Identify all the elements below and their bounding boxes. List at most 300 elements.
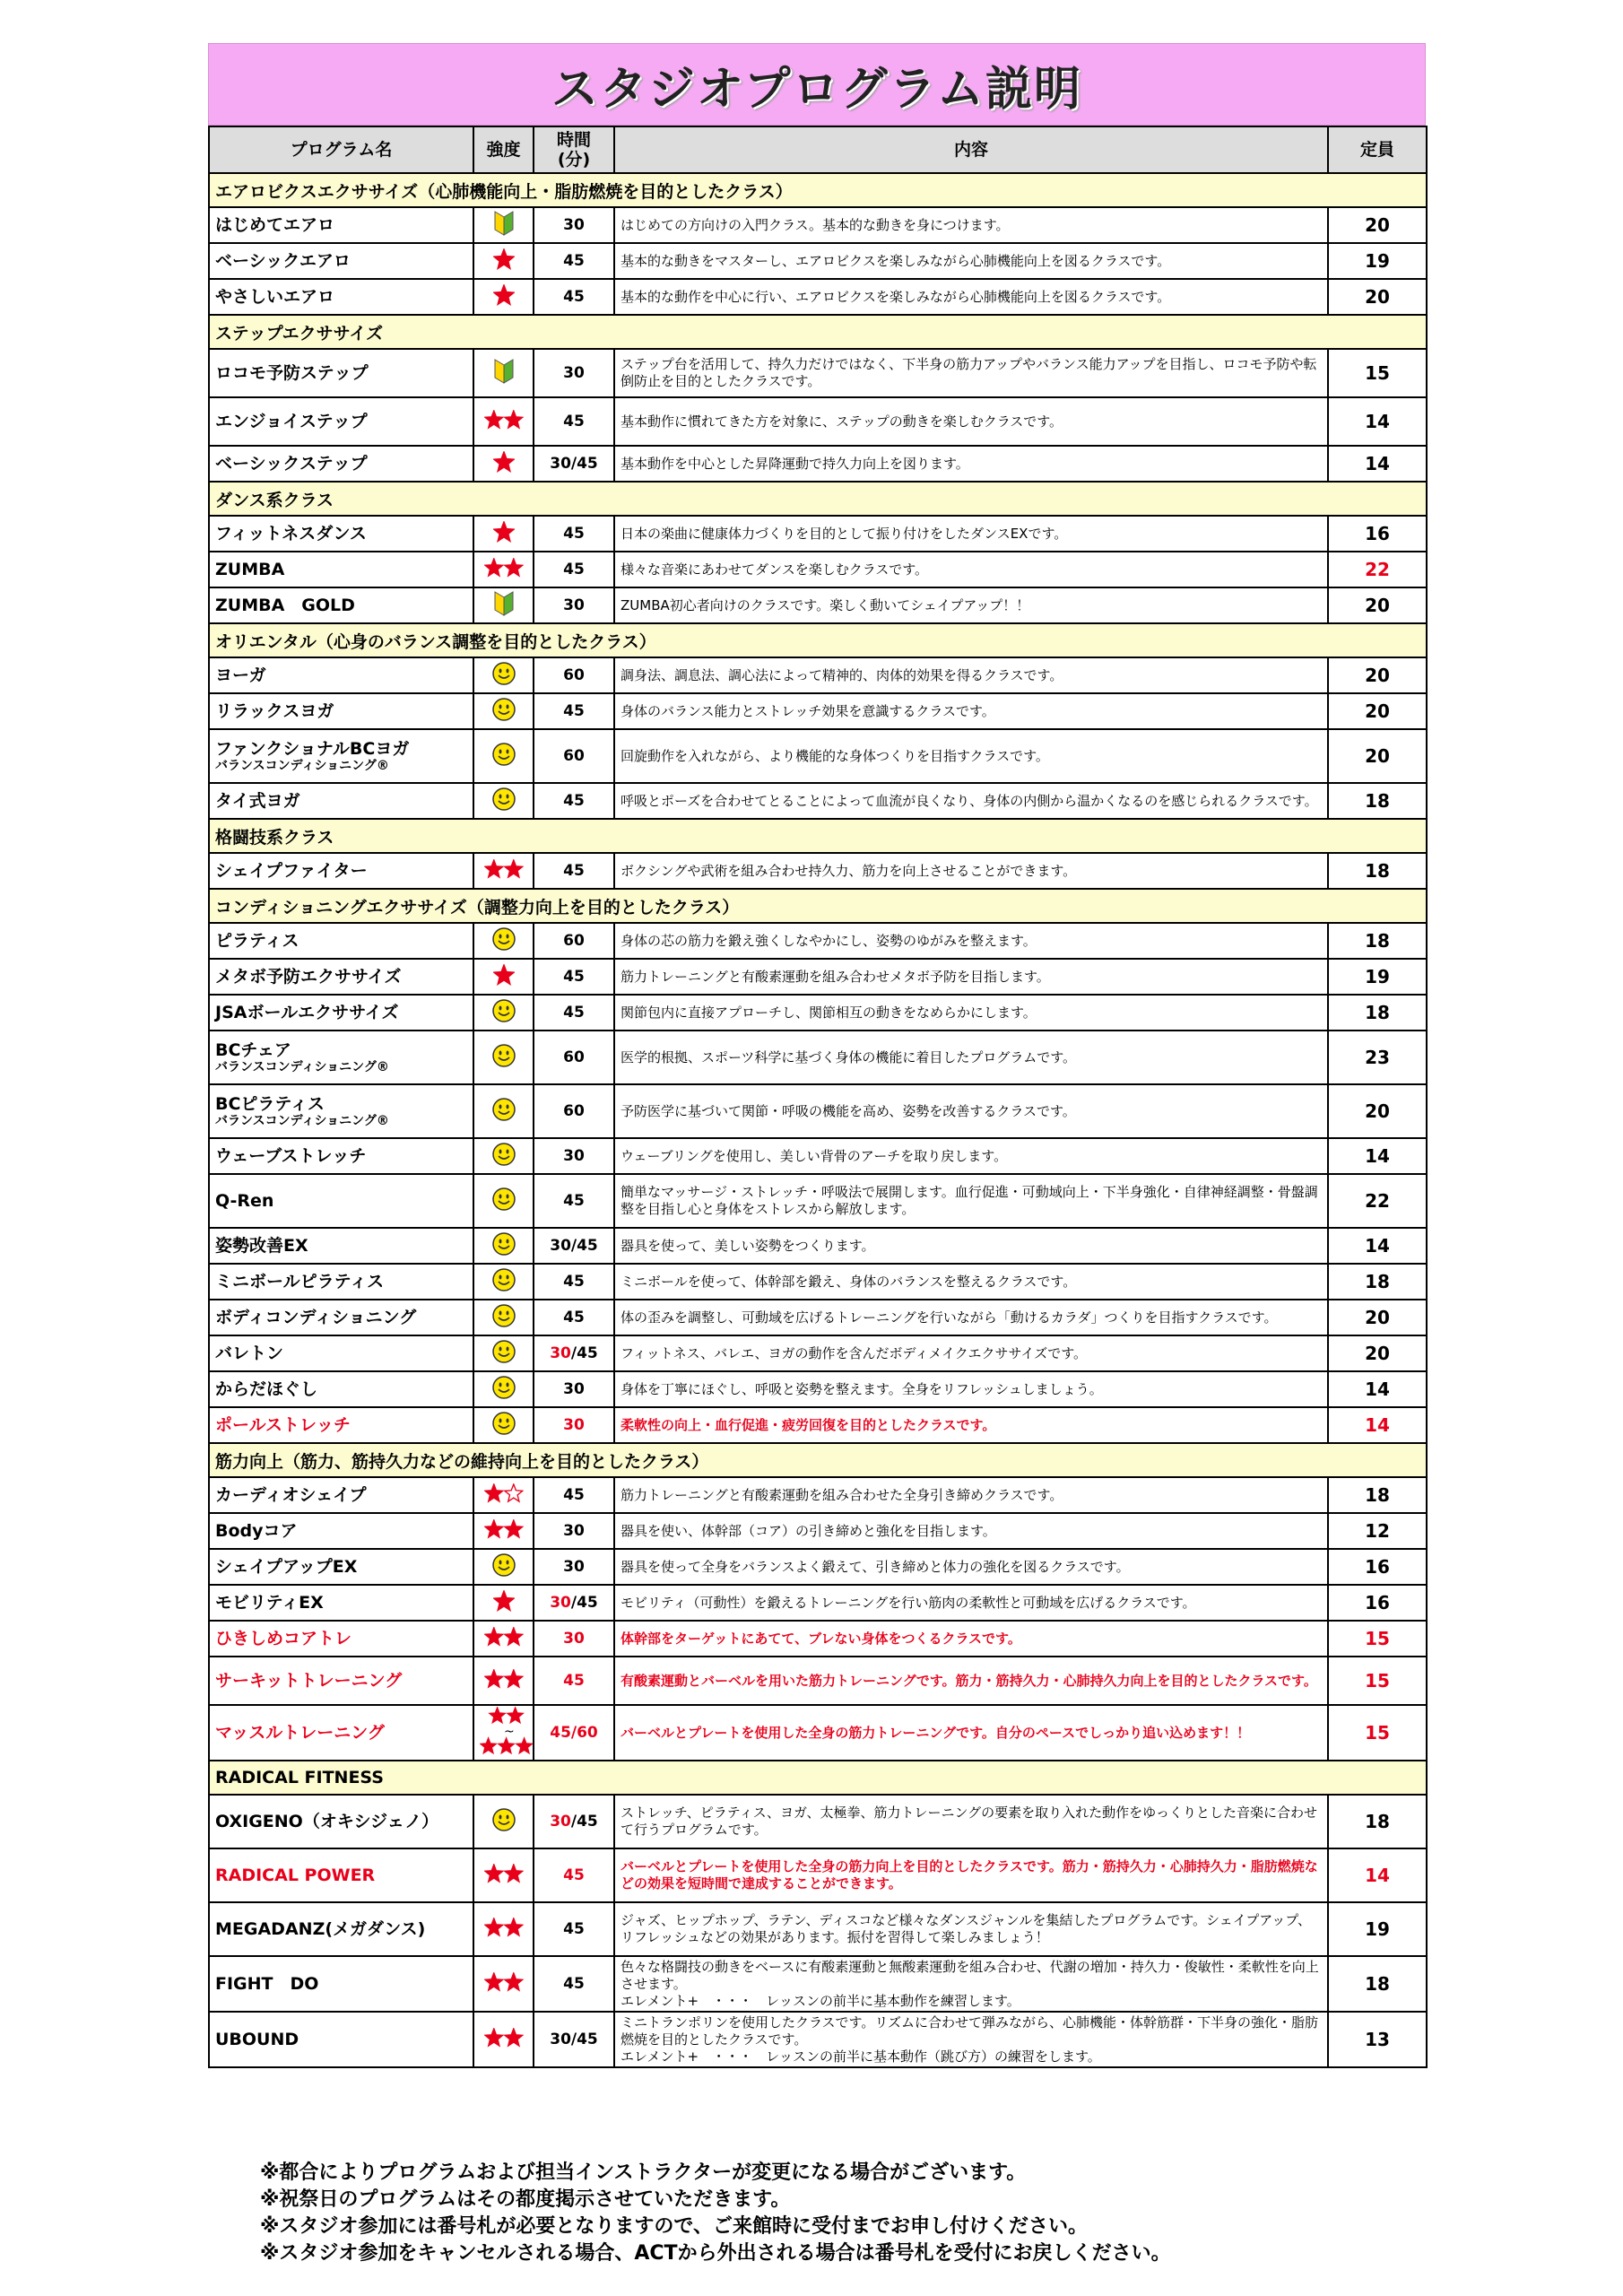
content-cell: 有酸素運動とバーベルを用いた筋力トレーニングです。筋力・筋持久力・心肺持久力向上を目的としたクラスです。 [614, 1657, 1328, 1705]
content-cell: ステップ台を活用して、持久力だけではなく、下半身の筋力アップやバランス能力アップを目指し、ロコモ予防や転倒防止を目的としたクラスです。 [614, 349, 1328, 397]
program-name-cell [209, 2012, 473, 2067]
intensity-cell [473, 1407, 534, 1443]
table-row [209, 783, 1427, 819]
program-name: ベーシックエアロ [215, 251, 351, 271]
table-row [209, 279, 1427, 315]
program-name-cell [209, 1848, 473, 1902]
content-cell: 呼吸とポーズを合わせてとることによって血流が良くなり、身体の内側から温かくなるのを感じられるクラスです。 [614, 783, 1328, 819]
program-name: シェイプファイター [215, 861, 368, 881]
star-2-icon [484, 410, 524, 433]
beginner-mark-icon [493, 358, 515, 388]
category-row [209, 173, 1427, 207]
table-row [209, 1335, 1427, 1371]
table-row [209, 1264, 1427, 1300]
content-cell: バーベルとプレートを使用した全身の筋力向上を目的としたクラスです。筋力・筋持久力・心肺持久力・脂肪燃焼などの効果を短時間で達成することができます。 [614, 1848, 1328, 1902]
intensity-cell [473, 853, 534, 889]
time-cell: 45 [534, 995, 614, 1031]
capacity-cell: 20 [1328, 1300, 1427, 1335]
capacity-cell: 20 [1328, 279, 1427, 315]
time-cell: 45 [534, 397, 614, 446]
content-cell: ZUMBA初心者向けのクラスです。楽しく動いてシェイプアップ！！ [614, 587, 1328, 623]
star-2-icon [484, 859, 524, 883]
program-name-cell [209, 243, 473, 279]
program-name-cell [209, 552, 473, 587]
capacity-cell: 13 [1328, 2012, 1427, 2067]
program-name: Q-Ren [215, 1191, 274, 1211]
smiley-icon [491, 1303, 516, 1332]
capacity-cell: 22 [1328, 1174, 1427, 1228]
table-row [209, 1084, 1427, 1138]
program-name-cell [209, 1174, 473, 1228]
page-title: スタジオプログラム説明 [551, 62, 1082, 117]
program-name: ZUMBA GOLD [215, 596, 355, 615]
content-cell: ジャズ、ヒップホップ、ラテン、ディスコなど様々なダンスジャンルを集結したプログラムです。シェイプアップ、リフレッシュなどの効果があります。振付を習得して楽しみましょう！ [614, 1902, 1328, 1956]
program-name-cell [209, 1585, 473, 1621]
program-name-cell [209, 1705, 473, 1761]
svg-text:~: ~ [504, 1725, 515, 1739]
program-name: ロコモ予防ステップ [215, 363, 369, 383]
content-cell: 予防医学に基づいて関節・呼吸の機能を高め、姿勢を改善するクラスです。 [614, 1084, 1328, 1138]
time-cell: 45 [534, 1300, 614, 1335]
content-cell: 様々な音楽にあわせてダンスを楽しむクラスです。 [614, 552, 1328, 587]
program-name-cell [209, 349, 473, 397]
table-row [209, 516, 1427, 552]
program-name-cell [209, 446, 473, 482]
smiley-icon [491, 787, 516, 815]
program-subname: バランスコンディショニング® [215, 758, 389, 773]
time-cell: 30 [534, 349, 614, 397]
program-name: カーディオシェイプ [215, 1485, 367, 1505]
time-cell: 45 [534, 853, 614, 889]
program-name: ひきしめコアトレ [215, 1629, 352, 1648]
smiley-icon [491, 742, 516, 770]
star-2-3-icon [480, 1707, 534, 1759]
capacity-cell: 14 [1328, 446, 1427, 482]
content-cell: 器具を使い、体幹部（コア）の引き締めと強化を目指します。 [614, 1513, 1328, 1549]
intensity-cell [473, 1585, 534, 1621]
capacity-cell: 20 [1328, 1335, 1427, 1371]
content-cell: 簡単なマッサージ・ストレッチ・呼吸法で展開します。血行促進・可動域向上・下半身強化・自律神経調整・骨盤調整を目指し心と身体をストレスから解放します。 [614, 1174, 1328, 1228]
program-name-cell [209, 783, 473, 819]
program-name: エンジョイステップ [215, 412, 368, 431]
program-name-cell [209, 693, 473, 729]
time-cell: 45 [534, 1902, 614, 1956]
table-row [209, 729, 1427, 783]
table-row [209, 587, 1427, 623]
capacity-cell: 14 [1328, 397, 1427, 446]
program-name: やさしいエアロ [215, 287, 335, 307]
capacity-cell: 19 [1328, 1902, 1427, 1956]
capacity-cell: 22 [1328, 552, 1427, 587]
table-row [209, 1138, 1427, 1174]
time-cell: 30 [534, 1549, 614, 1585]
star-1-outline-icon [484, 1483, 524, 1507]
program-name: ウェーブストレッチ [215, 1146, 367, 1166]
program-name-cell [209, 1138, 473, 1174]
category-label: 筋力向上（筋力、筋持久力などの維持向上を目的としたクラス） [209, 1443, 1427, 1477]
intensity-cell [473, 243, 534, 279]
capacity-cell: 23 [1328, 1031, 1427, 1084]
program-name: JSAボールエクササイズ [215, 1003, 399, 1022]
content-cell: 身体を丁寧にほぐし、呼吸と姿勢を整えます。全身をリフレッシュしましょう。 [614, 1371, 1328, 1407]
capacity-cell: 18 [1328, 995, 1427, 1031]
intensity-cell [473, 1300, 534, 1335]
intensity-cell [473, 1477, 534, 1513]
table-row [209, 1848, 1427, 1902]
content-cell: 身体のバランス能力とストレッチ効果を意識するクラスです。 [614, 693, 1328, 729]
time-cell: 30 [534, 1621, 614, 1657]
title-banner [208, 43, 1426, 126]
program-name: メタボ予防エクササイズ [215, 967, 402, 987]
star-2-icon [484, 1918, 524, 1941]
intensity-cell [473, 1264, 534, 1300]
program-name-cell [209, 1335, 473, 1371]
notes-block [260, 2160, 1426, 2267]
intensity-cell [473, 516, 534, 552]
capacity-cell: 20 [1328, 729, 1427, 783]
time-cell: 30 [534, 1513, 614, 1549]
table-row [209, 1477, 1427, 1513]
intensity-cell [473, 552, 534, 587]
header-content: 内容 [614, 126, 1328, 173]
time-cell: 45 [534, 959, 614, 995]
content-cell: ストレッチ、ピラティス、ヨガ、太極拳、筋力トレーニングの要素を取り入れた動作をゆっくりとした音楽に合わせて行うプログラムです。 [614, 1795, 1328, 1848]
time-cell: 45 [534, 783, 614, 819]
intensity-cell [473, 1902, 534, 1956]
header-name: プログラム名 [209, 126, 473, 173]
intensity-cell [473, 959, 534, 995]
program-name: はじめてエアロ [215, 215, 335, 235]
time-cell [534, 1795, 614, 1848]
time-cell: 30 [534, 587, 614, 623]
content-cell: 筋力トレーニングと有酸素運動を組み合わせメタボ予防を目指します。 [614, 959, 1328, 995]
intensity-cell [473, 1138, 534, 1174]
content-cell: 筋力トレーニングと有酸素運動を組み合わせた全身引き締めクラスです。 [614, 1477, 1328, 1513]
content-cell: 器具を使って、美しい姿勢をつくります。 [614, 1228, 1328, 1264]
content-cell: フィットネス、バレエ、ヨガの動作を含んだボディメイクエクササイズです。 [614, 1335, 1328, 1371]
table-header-row [209, 126, 1427, 173]
star-2-icon [484, 1864, 524, 1887]
time-cell: 45 [534, 1174, 614, 1228]
intensity-cell [473, 729, 534, 783]
note-line: ※祝祭日のプログラムはその都度掲示させていただきます。 [260, 2188, 791, 2211]
category-row [209, 482, 1427, 516]
table-row [209, 349, 1427, 397]
program-name: シェイプアップEX [215, 1557, 358, 1577]
content-cell: 基本動作を中心とした昇降運動で持久力向上を図ります。 [614, 446, 1328, 482]
time-cell [534, 1335, 614, 1371]
time-cell: 30 [534, 1371, 614, 1407]
capacity-cell: 18 [1328, 1956, 1427, 2012]
program-name-cell [209, 397, 473, 446]
smiley-icon [491, 1231, 516, 1260]
table-row [209, 1902, 1427, 1956]
category-label: オリエンタル（心身のバランス調整を目的としたクラス） [209, 623, 1427, 657]
capacity-cell: 18 [1328, 1264, 1427, 1300]
intensity-cell [473, 1621, 534, 1657]
capacity-cell: 18 [1328, 853, 1427, 889]
smiley-icon [491, 998, 516, 1027]
beginner-mark-icon [493, 210, 515, 240]
time-cell: 30/45 [534, 446, 614, 482]
time-cell: 30 [534, 1138, 614, 1174]
note-line: ※スタジオ参加には番号札が必要となりますので、ご来館時に受付までお申し付けください。 [260, 2215, 1088, 2238]
program-name: モビリティEX [215, 1593, 324, 1613]
program-name-cell [209, 995, 473, 1031]
time-cell: 30/45 [534, 2012, 614, 2067]
program-name: ヨーガ [215, 665, 266, 685]
table-row [209, 1705, 1427, 1761]
time-cell: 60 [534, 1084, 614, 1138]
table-row [209, 995, 1427, 1031]
time-cell: 30 [534, 1407, 614, 1443]
program-name: RADICAL POWER [215, 1866, 376, 1885]
capacity-cell: 16 [1328, 516, 1427, 552]
intensity-cell [473, 1228, 534, 1264]
capacity-cell: 15 [1328, 1705, 1427, 1761]
time-cell: 60 [534, 923, 614, 959]
program-name-cell [209, 1407, 473, 1443]
intensity-cell [473, 923, 534, 959]
content-cell: バーベルとプレートを使用した全身の筋力トレーニングです。自分のペースでしっかり追い込めます！！ [614, 1705, 1328, 1761]
capacity-cell: 20 [1328, 693, 1427, 729]
intensity-cell [473, 1956, 534, 2012]
time-cell: 45 [534, 552, 614, 587]
category-label: 格闘技系クラス [209, 819, 1427, 853]
time-value-rest: /45 [570, 1594, 598, 1612]
table-row [209, 552, 1427, 587]
capacity-cell: 20 [1328, 657, 1427, 693]
time-cell: 30 [534, 207, 614, 243]
intensity-cell [473, 1549, 534, 1585]
program-name-cell [209, 1902, 473, 1956]
time-cell: 45 [534, 279, 614, 315]
content-cell: 柔軟性の向上・血行促進・疲労回復を目的としたクラスです。 [614, 1407, 1328, 1443]
program-name-cell [209, 853, 473, 889]
time-cell: 45 [534, 1477, 614, 1513]
content-cell: 回旋動作を入れながら、より機能的な身体つくりを目指すクラスです。 [614, 729, 1328, 783]
program-name: サーキットトレーニング [215, 1671, 403, 1691]
program-name: ベーシックステップ [215, 454, 368, 474]
capacity-cell: 18 [1328, 1795, 1427, 1848]
intensity-cell [473, 995, 534, 1031]
intensity-cell [473, 783, 534, 819]
star-2-icon [484, 2028, 524, 2051]
table-row [209, 397, 1427, 446]
table-row [209, 853, 1427, 889]
capacity-cell: 14 [1328, 1371, 1427, 1407]
program-name: ボディコンディショニング [215, 1308, 417, 1327]
category-row [209, 819, 1427, 853]
intensity-cell [473, 1705, 534, 1761]
content-cell: 器具を使って全身をバランスよく鍛えて、引き締めと体力の強化を図るクラスです。 [614, 1549, 1328, 1585]
program-name: Bodyコア [215, 1521, 298, 1541]
program-sheet [208, 43, 1426, 2068]
program-name-cell [209, 1513, 473, 1549]
table-row [209, 1300, 1427, 1335]
program-name-cell [209, 1956, 473, 2012]
program-name-cell [209, 279, 473, 315]
intensity-cell [473, 587, 534, 623]
capacity-cell: 16 [1328, 1549, 1427, 1585]
table-row [209, 243, 1427, 279]
content-cell: 医学的根拠、スポーツ科学に基づく身体の機能に着目したプログラムです。 [614, 1031, 1328, 1084]
category-label: エアロビクスエクササイズ（心肺機能向上・脂肪燃焼を目的としたクラス） [209, 173, 1427, 207]
time-cell: 45 [534, 516, 614, 552]
intensity-cell [473, 446, 534, 482]
intensity-cell [473, 1084, 534, 1138]
star-1-icon [493, 964, 515, 989]
program-name-cell [209, 1031, 473, 1084]
program-name: からだほぐし [215, 1379, 318, 1399]
table-row [209, 207, 1427, 243]
program-name-cell [209, 1084, 473, 1138]
intensity-cell [473, 1031, 534, 1084]
smiley-icon [491, 1807, 516, 1836]
smiley-icon [491, 1097, 516, 1126]
note-line: ※スタジオ参加をキャンセルされる場合、ACTから外出される場合は番号札を受付にお戻しください。 [260, 2242, 1171, 2265]
capacity-cell: 18 [1328, 923, 1427, 959]
program-name-cell [209, 1300, 473, 1335]
smiley-icon [491, 697, 516, 726]
program-name-cell [209, 1264, 473, 1300]
program-name-cell [209, 729, 473, 783]
intensity-cell [473, 1657, 534, 1705]
smiley-icon [491, 1142, 516, 1170]
intensity-cell [473, 2012, 534, 2067]
content-cell: モビリティ（可動性）を鍛えるトレーニングを行い筋肉の柔軟性と可動域を広げるクラスです。 [614, 1585, 1328, 1621]
smiley-icon [491, 926, 516, 955]
table-row [209, 1956, 1427, 2012]
category-label: ダンス系クラス [209, 482, 1427, 516]
program-name-cell [209, 1228, 473, 1264]
capacity-cell: 15 [1328, 349, 1427, 397]
table-row [209, 1407, 1427, 1443]
time-value-rest: /45 [570, 1813, 598, 1831]
table-row [209, 1795, 1427, 1848]
capacity-cell: 16 [1328, 1585, 1427, 1621]
time-cell: 45 [534, 1657, 614, 1705]
time-value-rest: /45 [570, 1344, 598, 1362]
intensity-cell [473, 1795, 534, 1848]
content-cell: はじめての方向けの入門クラス。基本的な動きを身につけます。 [614, 207, 1328, 243]
intensity-cell [473, 1371, 534, 1407]
note-line: ※都合によりプログラムおよび担当インストラクターが変更になる場合がございます。 [260, 2161, 1027, 2184]
table-row [209, 2012, 1427, 2067]
header-intensity: 強度 [473, 126, 534, 173]
time-value-highlight: 30 [550, 1594, 571, 1612]
table-row [209, 959, 1427, 995]
time-value-highlight: 30 [550, 1344, 571, 1362]
capacity-cell: 20 [1328, 587, 1427, 623]
star-2-icon [484, 558, 524, 581]
program-table [208, 126, 1428, 2068]
table-row [209, 1513, 1427, 1549]
program-name-cell [209, 587, 473, 623]
program-subname: バランスコンディショニング® [215, 1113, 389, 1128]
category-label: RADICAL FITNESS [209, 1761, 1427, 1795]
header-capacity: 定員 [1328, 126, 1427, 173]
program-name: リラックスヨガ [215, 701, 334, 721]
star-2-icon [484, 1972, 524, 1996]
time-cell [534, 1585, 614, 1621]
star-1-icon [493, 1590, 515, 1615]
smiley-icon [491, 661, 516, 690]
time-value-highlight: 30 [550, 1813, 571, 1831]
star-2-icon [484, 1519, 524, 1543]
content-cell: 体の歪みを調整し、可動域を広げるトレーニングを行いながら「動けるカラダ」つくりを目指すクラスです。 [614, 1300, 1328, 1335]
time-cell: 60 [534, 729, 614, 783]
category-label: コンディショニングエクササイズ（調整力向上を目的としたクラス） [209, 889, 1427, 923]
content-cell: 色々な格闘技の動きをベースに有酸素運動と無酸素運動を組み合わせ、代謝の増加・持久力・俊敏性・柔軟性を向上させます。 エレメント+ ・・・ レッスンの前半に基本動作を練習します。 [614, 1956, 1328, 2012]
capacity-cell: 18 [1328, 783, 1427, 819]
program-name: UBOUND [215, 2030, 299, 2049]
intensity-cell [473, 349, 534, 397]
table-body [209, 173, 1427, 2067]
program-name: バレトン [215, 1344, 284, 1363]
program-name-cell [209, 1477, 473, 1513]
capacity-cell: 12 [1328, 1513, 1427, 1549]
content-cell: 身体の芯の筋力を鍛え強くしなやかにし、姿勢のゆがみを整えます。 [614, 923, 1328, 959]
program-name-cell [209, 1621, 473, 1657]
program-name: BCチェア [215, 1039, 291, 1060]
category-row [209, 315, 1427, 349]
time-cell: 45 [534, 1848, 614, 1902]
intensity-cell [473, 1335, 534, 1371]
star-1-icon [493, 248, 515, 274]
category-row [209, 1761, 1427, 1795]
content-cell: 調身法、調息法、調心法によって精神的、肉体的効果を得るクラスです。 [614, 657, 1328, 693]
program-name: MEGADANZ(メガダンス) [215, 1919, 426, 1939]
intensity-cell [473, 1848, 534, 1902]
star-1-icon [493, 451, 515, 476]
time-cell: 45 [534, 693, 614, 729]
capacity-cell: 14 [1328, 1407, 1427, 1443]
program-name-cell [209, 207, 473, 243]
program-name: BCピラティス [215, 1093, 325, 1114]
table-row [209, 1174, 1427, 1228]
program-name: ピラティス [215, 931, 299, 951]
program-name-cell [209, 1371, 473, 1407]
category-label: ステップエクササイズ [209, 315, 1427, 349]
capacity-cell: 19 [1328, 243, 1427, 279]
star-1-icon [493, 284, 515, 309]
table-row [209, 693, 1427, 729]
category-row [209, 1443, 1427, 1477]
program-name: ポールストレッチ [215, 1415, 351, 1435]
time-cell: 45 [534, 243, 614, 279]
program-name: フィットネスダンス [215, 524, 367, 544]
capacity-cell: 14 [1328, 1138, 1427, 1174]
capacity-cell: 15 [1328, 1657, 1427, 1705]
capacity-cell: 15 [1328, 1621, 1427, 1657]
time-cell: 60 [534, 657, 614, 693]
intensity-cell [473, 693, 534, 729]
time-cell: 45/60 [534, 1705, 614, 1761]
capacity-cell: 14 [1328, 1228, 1427, 1264]
program-name-cell [209, 959, 473, 995]
content-cell: ミニトランポリンを使用したクラスです。リズムに合わせて弾みながら、心肺機能・体幹筋群・下半身の強化・脂肪燃焼を目的としたクラスです。 エレメント+ ・・・ レッスンの前半に基本動作（跳び方）の練習をします。 [614, 2012, 1328, 2067]
header-time: 時間 (分) [534, 126, 614, 173]
star-2-icon [484, 1627, 524, 1650]
content-cell: ミニボールを使って、体幹部を鍛え、身体のバランスを整えるクラスです。 [614, 1264, 1328, 1300]
table-row [209, 1549, 1427, 1585]
intensity-cell [473, 1174, 534, 1228]
program-name: FIGHT DO [215, 1974, 319, 1994]
content-cell: 体幹部をターゲットにあてて、ブレない身体をつくるクラスです。 [614, 1621, 1328, 1657]
time-cell: 45 [534, 1264, 614, 1300]
capacity-cell: 20 [1328, 207, 1427, 243]
